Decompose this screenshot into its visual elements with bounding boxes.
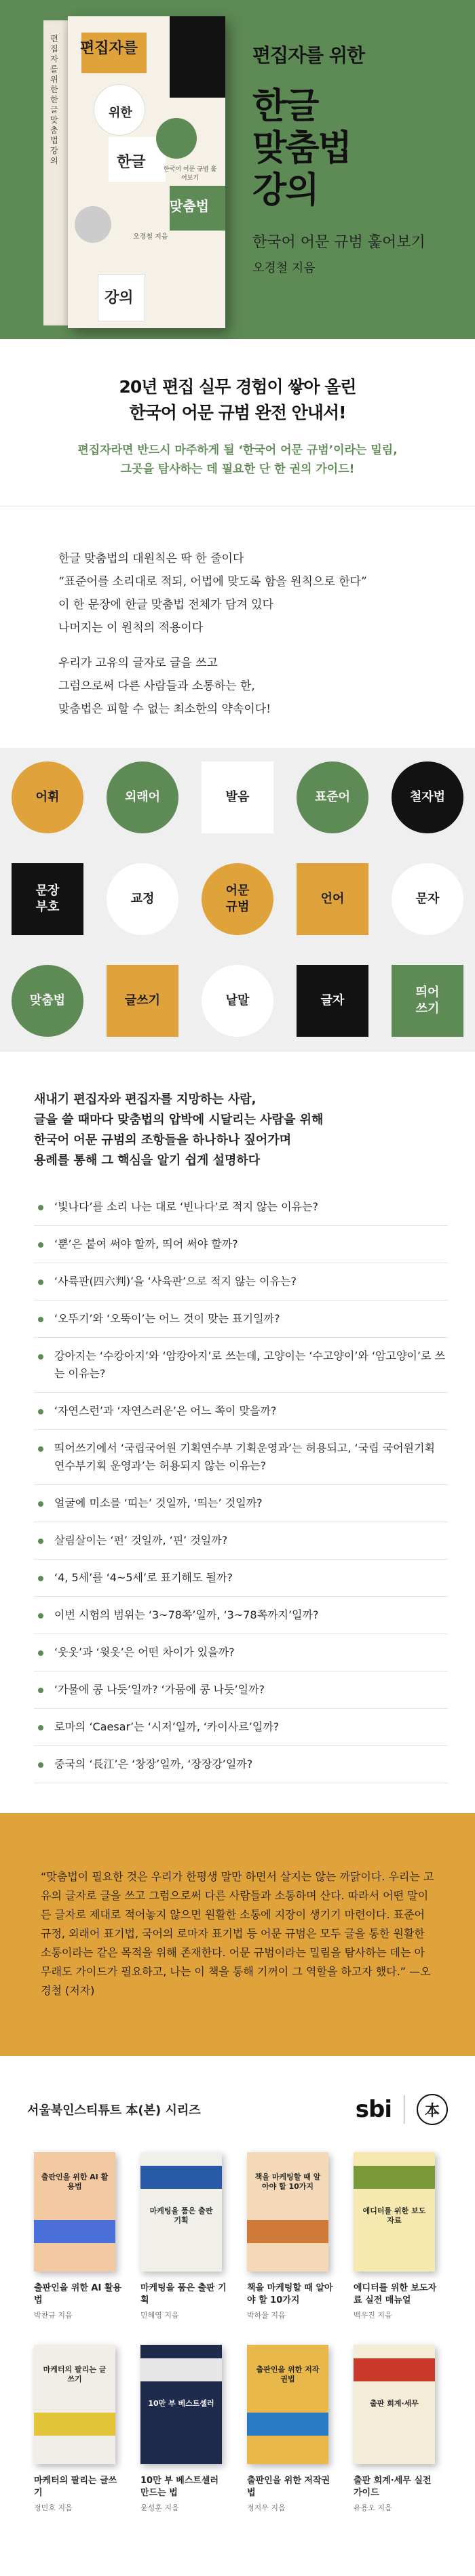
keyword-circle: 어휘 xyxy=(12,761,83,833)
question-text: 띄어쓰기에서 ‘국립국어원 기획연수부 기획운영과’는 허용되고, ‘국립 국어원기획 연수부기획 운영과’는 허용되지 않는 이유는? xyxy=(54,1442,435,1472)
book-title[interactable]: 10만 부 베스트셀러 만드는 법 xyxy=(140,2476,219,2498)
series-book[interactable] xyxy=(27,2152,122,2320)
hero-title-line-1: 한글 xyxy=(252,86,318,127)
keyword-square: 언어 xyxy=(297,863,368,935)
cover-title: 출판인을 위한 저작권법 xyxy=(256,2365,320,2383)
question-text: 중국의 ‘長江’은 ‘창장’일까, ‘장장강’일까? xyxy=(54,1758,253,1770)
question-item xyxy=(34,1671,448,1709)
question-text: ‘빛나다’를 소리 나는 대로 ‘빈나다’로 적지 않는 이유는? xyxy=(54,1200,319,1213)
question-text: 이번 시험의 범위는 ‘3~78쪽’일까, ‘3~78쪽까지’일까? xyxy=(54,1608,319,1621)
book-author: 윤성훈 지음 xyxy=(140,2503,179,2512)
question-item xyxy=(34,1485,448,1522)
book-cover-image xyxy=(43,16,225,328)
cover-accent xyxy=(354,2358,435,2381)
quote-line: 나머지는 이 원칙의 적용이다 xyxy=(58,621,204,635)
intro-sub-line-1: 편집자라면 반드시 마주하게 될 ‘한국어 어문 규범’이라는 밀림, xyxy=(77,443,398,457)
series-book[interactable] xyxy=(240,2345,335,2513)
question-item xyxy=(34,1560,448,1597)
cover-title: 에디터를 위한 보도자료 xyxy=(362,2206,426,2225)
bullet-dot-icon xyxy=(38,1688,43,1693)
keyword-circle: 교정 xyxy=(107,863,178,935)
bullet-dot-icon xyxy=(38,1613,43,1619)
hero-banner xyxy=(0,0,475,339)
question-text: ‘자연스런’과 ‘자연스러운’은 어느 쪽이 맞을까? xyxy=(54,1404,277,1417)
question-text: ‘4, 5세’를 ‘4~5세’로 표기해도 될까? xyxy=(54,1571,233,1584)
intro-section xyxy=(0,339,475,507)
keyword-square: 발음 xyxy=(202,761,273,833)
bullet-dot-icon xyxy=(38,1317,43,1322)
keyword-square: 띄어 쓰기 xyxy=(392,965,463,1037)
question-text: ‘웃옷’과 ‘윗옷’은 어떤 차이가 있을까? xyxy=(54,1646,235,1659)
book-cover-thumbnail[interactable] xyxy=(354,2345,435,2464)
quote-line: 한글 맞춤법의 대원칙은 딱 한 줄이다 xyxy=(58,552,244,566)
keyword-circle: 맞춤법 xyxy=(12,965,83,1037)
cover-green-circle xyxy=(156,118,197,159)
intro-headline-line-2: 한국어 어문 규범 완전 안내서! xyxy=(129,403,346,422)
quote-line: “표준어를 소리대로 적되, 어법에 맞도록 함을 원칙으로 한다” xyxy=(58,575,367,589)
intro-headline-line-1: 20년 편집 실무 경험이 쌓아 올린 xyxy=(119,377,356,397)
book-title[interactable]: 출판 회계·세무 실전 가이드 xyxy=(354,2476,432,2498)
book-title[interactable]: 책을 마케팅할 때 알아야 할 10가지 xyxy=(247,2283,333,2305)
question-item xyxy=(34,1226,448,1263)
cover-title-3: 한글 xyxy=(117,154,146,171)
cover-gray-circle xyxy=(75,206,111,243)
book-cover-thumbnail[interactable] xyxy=(34,2152,115,2272)
intro-headline xyxy=(0,374,475,426)
book-author: 정민호 지음 xyxy=(34,2503,73,2512)
principle-quote xyxy=(0,507,475,748)
book-cover-thumbnail[interactable] xyxy=(34,2345,115,2464)
bullet-dot-icon xyxy=(38,1354,43,1360)
series-book[interactable] xyxy=(347,2152,442,2320)
series-section xyxy=(0,2056,475,2554)
series-book[interactable] xyxy=(27,2345,122,2513)
cover-title: 마케터의 팔리는 글쓰기 xyxy=(43,2365,107,2383)
cover-title: 10만 부 베스트셀러 xyxy=(148,2399,214,2408)
cover-title: 마케팅을 품은 출판 기획 xyxy=(149,2206,213,2225)
question-item xyxy=(34,1430,448,1485)
question-text: ‘오뚜기’와 ‘오뚝이’는 어느 것이 맞는 표기일까? xyxy=(54,1312,280,1325)
book-front-cover xyxy=(68,16,225,328)
question-text: ‘사륙판(四六判)’을 ‘사육판’으로 적지 않는 이유는? xyxy=(54,1275,297,1288)
bullet-dot-icon xyxy=(38,1501,43,1507)
keyword-circle: 어문 규범 xyxy=(202,863,273,935)
series-book[interactable] xyxy=(134,2345,229,2513)
quote-line: 맞춤법은 피할 수 없는 최소한의 약속이다! xyxy=(58,702,271,716)
cover-title: 출판인을 위한 AI 활용법 xyxy=(41,2173,109,2191)
book-author: 민혜영 지음 xyxy=(140,2311,179,2320)
question-item xyxy=(34,1393,448,1430)
series-header xyxy=(27,2094,448,2125)
hero-title-line-3: 강의 xyxy=(252,170,318,211)
keyword-circle: 외래어 xyxy=(107,761,178,833)
cover-accent xyxy=(247,2220,328,2243)
features-intro xyxy=(34,1090,448,1171)
question-item xyxy=(34,1189,448,1226)
cover-author: 오경철 지음 xyxy=(133,233,168,241)
author-quote-text: “맞춤법이 필요한 것은 우리가 한평생 말만 하면서 살지는 않는 까닭이다. 우리는 고유의 글자로 글을 쓰고 그럼으로써 다른 사람들과 소통하며 산다. 따라서 어떤 말이든 글자로 제대로 적어놓지 않으면 원활한 소통에 지장이 생기기 마련이다. 표준어 규정, 외래어 표기법, 국어의 로마자 표기법 등 어문 규범은 모두 글을 통한 원활한 소통이라는 같은 목적을 위해 존재한다. 어문 규범이라는 밀림을 탐사하는 데는 아무래도 가이드가 필요하고, 나는 이 책을 통해 기꺼이 그 역할을 하고자 했다.” —오경철 (저자) xyxy=(41,1870,434,1997)
bullet-dot-icon xyxy=(38,1539,43,1544)
keyword-circle: 철자법 xyxy=(392,761,463,833)
book-cover-thumbnail[interactable] xyxy=(247,2345,328,2464)
bullet-dot-icon xyxy=(38,1762,43,1768)
cover-black-block xyxy=(170,16,225,98)
cover-accent xyxy=(247,2413,328,2436)
cover-title-5: 강의 xyxy=(104,290,134,306)
features-intro-line: 새내기 편집자와 편집자를 지망하는 사람, xyxy=(34,1092,256,1107)
book-author: 유용오 지음 xyxy=(354,2503,392,2512)
question-item xyxy=(34,1634,448,1671)
bullet-dot-icon xyxy=(38,1650,43,1656)
book-cover-thumbnail[interactable] xyxy=(247,2152,328,2272)
keyword-square: 글자 xyxy=(297,965,368,1037)
cover-accent xyxy=(34,2413,115,2436)
bullet-dot-icon xyxy=(38,1576,43,1581)
quote-line: 그럼으로써 다른 사람들과 소통하는 한, xyxy=(58,679,255,693)
cover-title-1: 편집자를 xyxy=(80,40,138,57)
question-text: 강아지는 ‘수캉아지’와 ‘암캉아지’로 쓰는데, 고양이는 ‘수고양이’와 ‘암고양이’로 쓰는 이유는? xyxy=(54,1349,445,1380)
features-section xyxy=(0,1052,475,1813)
question-item xyxy=(34,1338,448,1393)
book-title[interactable]: 마케팅을 품은 출판 기획 xyxy=(140,2283,227,2305)
author-quote xyxy=(0,1813,475,2056)
cover-accent xyxy=(140,2166,222,2189)
bullet-dot-icon xyxy=(38,1446,43,1452)
cover-subtitle: 한국어 어문 규범 훑어보기 xyxy=(163,166,217,182)
bullet-dot-icon xyxy=(38,1280,43,1285)
bullet-dot-icon xyxy=(38,1205,43,1210)
book-author: 박하율 지음 xyxy=(247,2311,286,2320)
book-title[interactable]: 에디터를 위한 보도자료 실전 매뉴얼 xyxy=(354,2283,437,2305)
question-item xyxy=(34,1597,448,1634)
bullet-dot-icon xyxy=(38,1242,43,1248)
series-title: 서울북인스티튜트 本(본) 시리즈 xyxy=(27,2103,201,2118)
question-text: 로마의 ‘Caesar’는 ‘시저’일까, ‘카이사르’일까? xyxy=(54,1720,280,1733)
question-item xyxy=(34,1709,448,1746)
book-cover-thumbnail[interactable] xyxy=(354,2152,435,2272)
question-item xyxy=(34,1263,448,1301)
bullet-dot-icon xyxy=(38,1725,43,1730)
keyword-grid xyxy=(0,748,475,1052)
book-title[interactable]: 출판인을 위한 저작권법 xyxy=(247,2476,330,2498)
keyword-circle: 낱말 xyxy=(202,965,273,1037)
features-intro-line: 한국어 어문 규범의 조항들을 하나하나 짚어가며 xyxy=(34,1133,292,1147)
cover-accent xyxy=(354,2166,435,2189)
cover-title: 출판 회계·세무 xyxy=(370,2399,419,2408)
keyword-square: 문장 부호 xyxy=(12,863,83,935)
intro-sub-line-2: 그곳을 탐사하는 데 필요한 단 한 권의 가이드! xyxy=(120,462,355,476)
book-cover-thumbnail[interactable] xyxy=(140,2152,222,2272)
hero-title-line-2: 맞춤법 xyxy=(252,128,351,169)
book-title[interactable]: 마케터의 팔리는 글쓰기 xyxy=(34,2476,117,2498)
question-text: 얼굴에 미소를 ‘띠는’ 것일까, ‘띄는’ 것일까? xyxy=(54,1497,263,1509)
hero-text xyxy=(252,41,463,276)
book-title[interactable]: 출판인을 위한 AI 활용법 xyxy=(34,2283,121,2305)
book-author: 박찬규 지음 xyxy=(34,2311,73,2320)
hero-eyebrow: 편집자를 위한 xyxy=(252,44,365,66)
question-list xyxy=(34,1189,448,1783)
book-author: 정지우 지음 xyxy=(247,2503,286,2512)
cover-title-2: 위한 xyxy=(109,106,132,120)
series-book[interactable] xyxy=(240,2152,335,2320)
question-item xyxy=(34,1522,448,1560)
series-book[interactable] xyxy=(347,2345,442,2513)
features-intro-line: 용례를 통해 그 핵심을 알기 쉽게 설명하다 xyxy=(34,1153,261,1168)
book-spine xyxy=(43,20,68,325)
question-text: 살림살이는 ‘펀’ 것일까, ‘핀’ 것일까? xyxy=(54,1534,228,1547)
series-book[interactable] xyxy=(134,2152,229,2320)
cover-title: 책을 마케팅할 때 알아야 할 10가지 xyxy=(254,2173,321,2191)
hero-author: 오경철 지음 xyxy=(252,261,316,275)
cover-title-4: 맞춤법 xyxy=(170,198,209,214)
keyword-circle: 표준어 xyxy=(297,761,368,833)
book-cover-thumbnail[interactable] xyxy=(140,2345,222,2464)
intro-subheadline xyxy=(0,441,475,479)
question-item xyxy=(34,1301,448,1338)
keyword-square: 글쓰기 xyxy=(107,965,178,1037)
quote-line: 우리가 고유의 글자로 글을 쓰고 xyxy=(58,656,218,670)
question-text: ‘가물에 콩 나듯’일까? ‘가뭄에 콩 나듯’일까? xyxy=(54,1683,265,1696)
hero-subtitle: 한국어 어문 규범 훑어보기 xyxy=(252,234,425,251)
series-logos xyxy=(356,2094,448,2125)
spine-title: 편집자를위한한글맞춤법강의 xyxy=(50,34,58,165)
cover-accent xyxy=(140,2358,222,2381)
question-item xyxy=(34,1746,448,1783)
bon-logo-icon: 本 xyxy=(417,2094,448,2125)
hero-title xyxy=(252,85,463,212)
question-text: ‘뿐’은 붙여 써야 할까, 띄어 써야 할까? xyxy=(54,1237,238,1250)
bullet-dot-icon xyxy=(38,1409,43,1414)
cover-accent xyxy=(34,2220,115,2243)
keyword-circle: 문자 xyxy=(392,863,463,935)
features-intro-line: 글을 쓸 때마다 맞춤법의 압박에 시달리는 사람을 위해 xyxy=(34,1113,324,1127)
quote-line: 이 한 문장에 한글 맞춤법 전체가 담겨 있다 xyxy=(58,598,274,612)
book-author: 백우진 지음 xyxy=(354,2311,392,2320)
series-book-list xyxy=(27,2152,448,2513)
sbi-logo: sbi xyxy=(355,2096,392,2123)
